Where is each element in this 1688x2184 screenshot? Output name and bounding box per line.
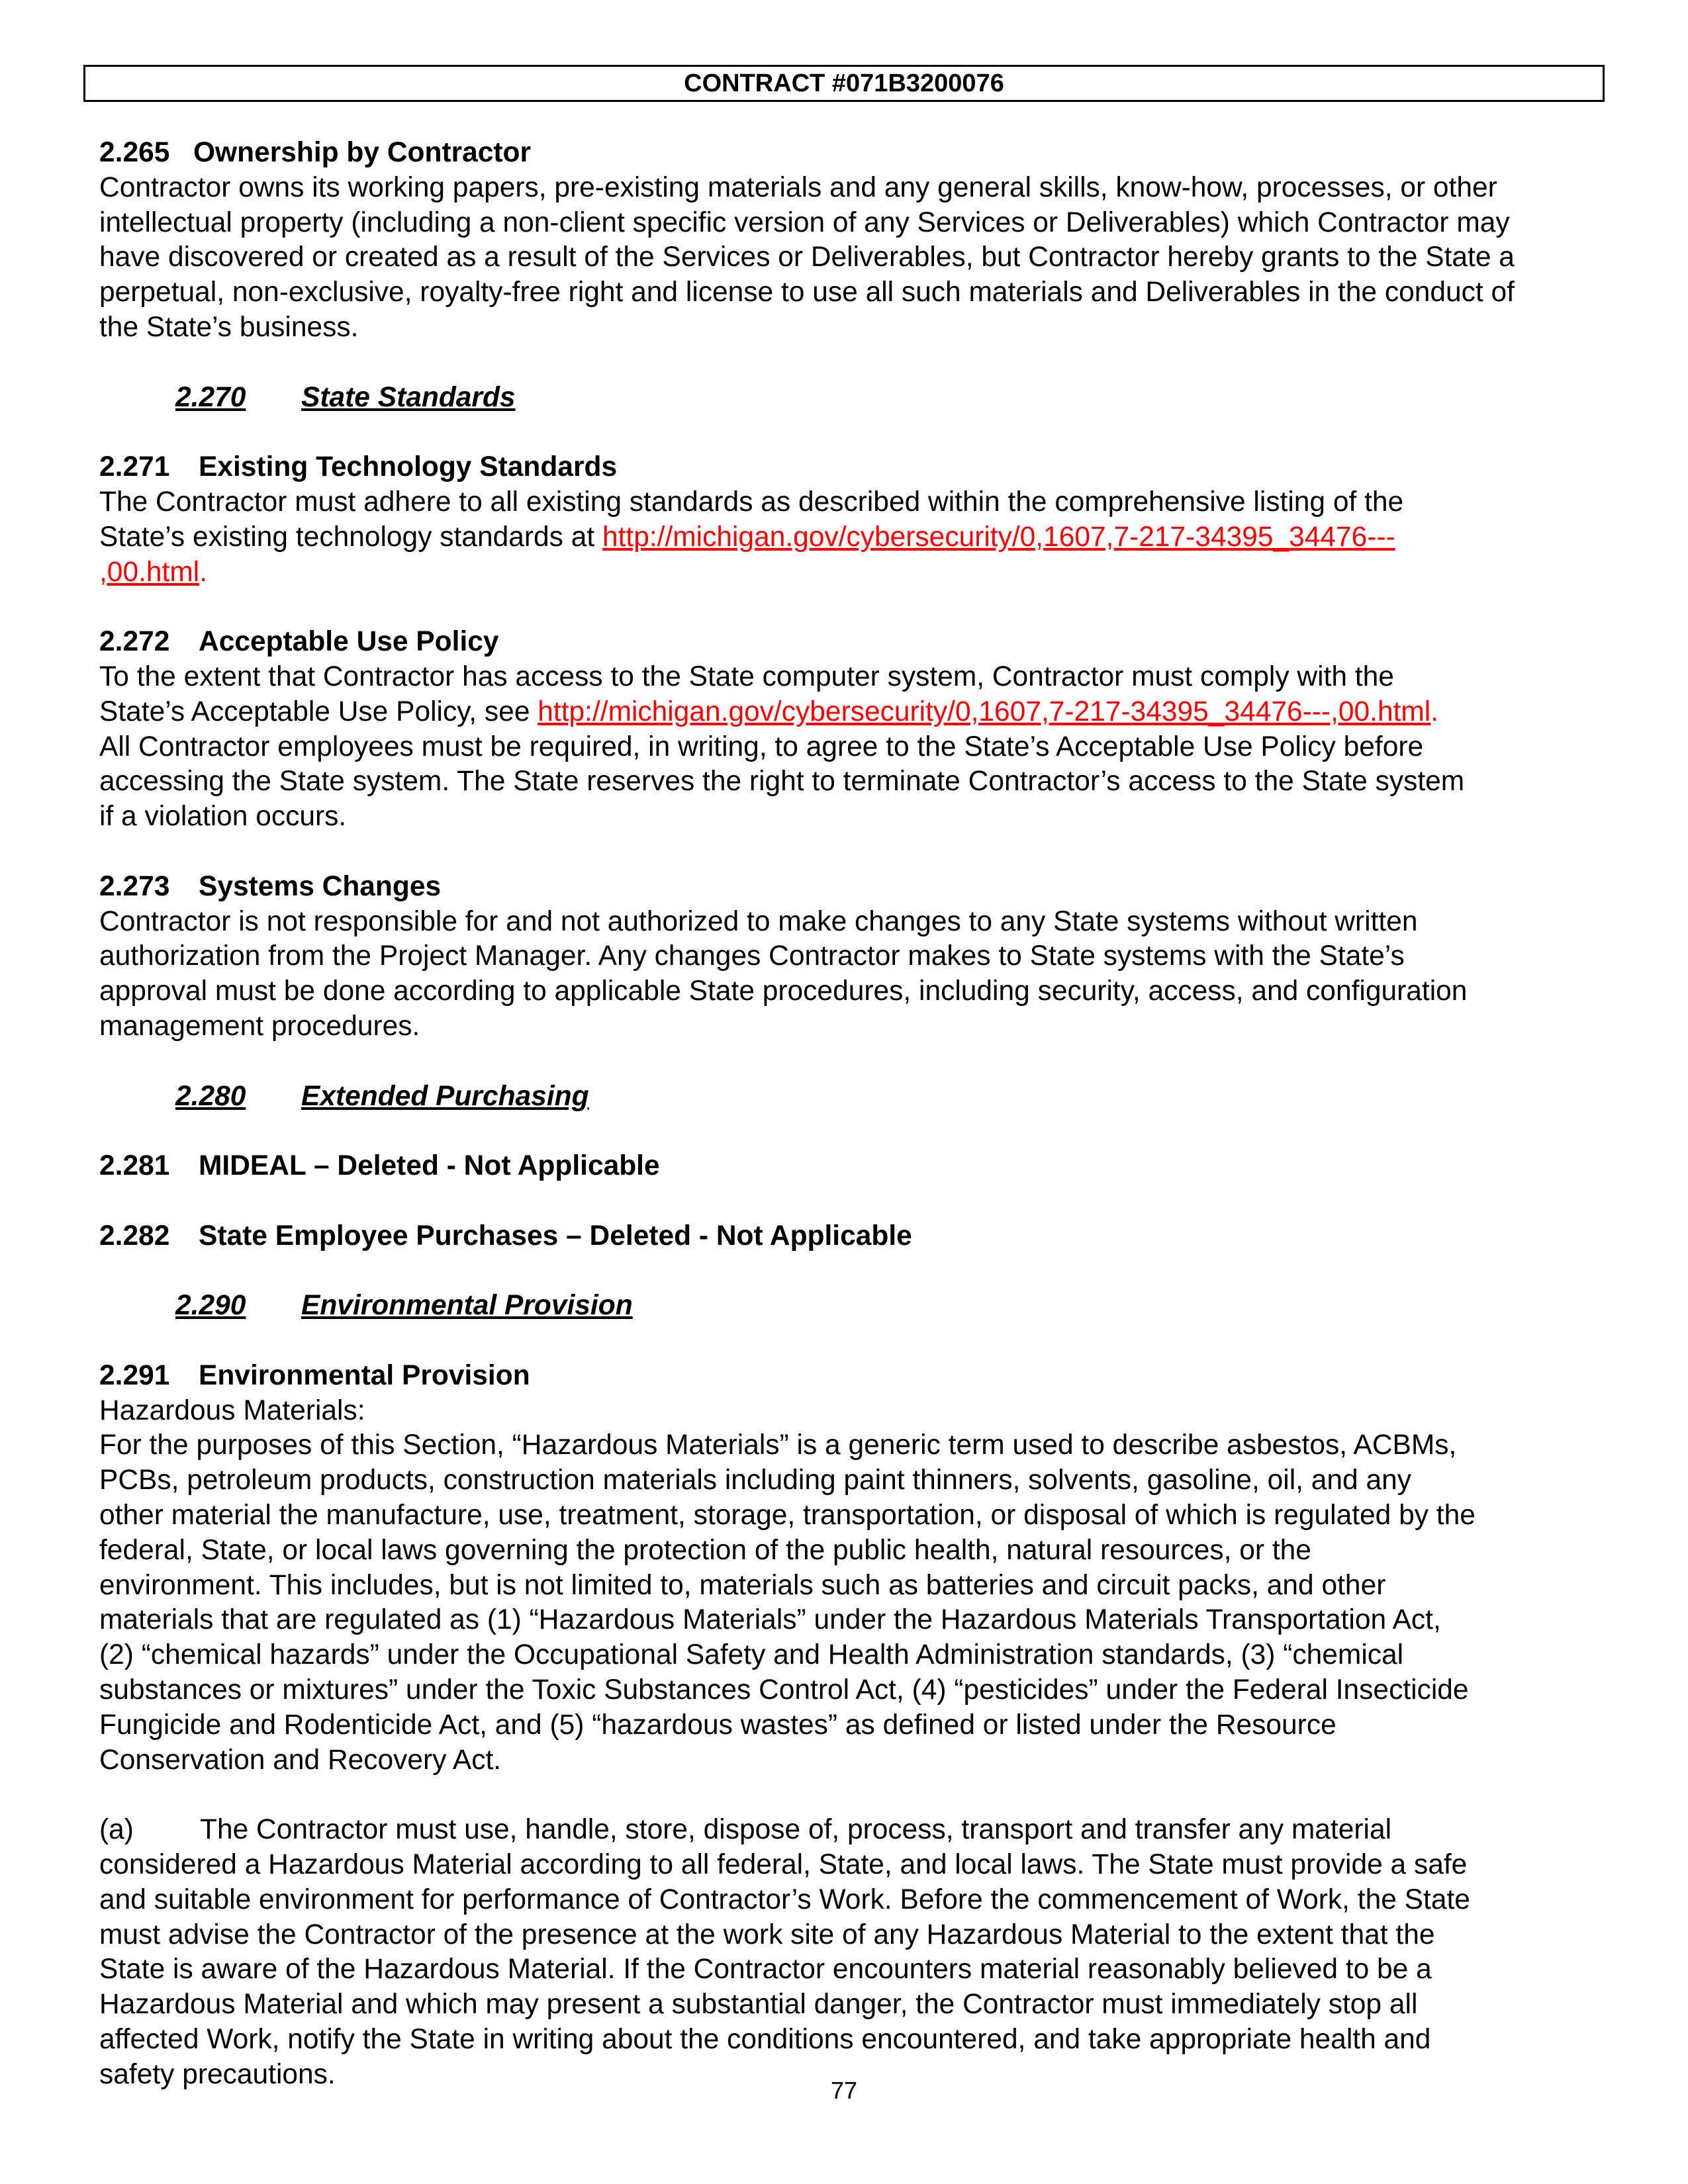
section-line: State’s existing technology standards at http://michigan.gov/cybersecurity/0,1607,7-217-34395_34476--- [99,521,1395,553]
section-line: For the purposes of this Section, “Hazardous Materials” is a generic term used to describe asbestos, ACBMs, [99,1430,1457,1461]
section-heading-2282: 2.282 State Employee Purchases – Deleted - Not Applicable [99,1220,912,1251]
section-line: and suitable environment for performance of Contractor’s Work. Before the commencement of Work, the State [99,1884,1470,1915]
contract-header [83,65,1605,102]
technology-standards-link-cont[interactable]: ,00.html [99,556,200,588]
section-line: authorization from the Project Manager. Any changes Contractor makes to State systems with the State’s [99,940,1405,972]
section-heading-2281: 2.281 MIDEAL – Deleted - Not Applicable [99,1150,660,1182]
section-line: State is aware of the Hazardous Material. If the Contractor encounters material reasonably believed to be a [99,1954,1432,1985]
section-line: environment. This includes, but is not limited to, materials such as batteries and circuit packs, and other [99,1569,1386,1601]
section-line: Fungicide and Rodenticide Act, and (5) “hazardous wastes” as defined or listed under the Resource [99,1709,1336,1741]
section-line: State’s Acceptable Use Policy, see http://michigan.gov/cybersecurity/0,1607,7-217-34395_34476---,00.html. [99,696,1439,727]
page-number: 77 [830,2077,858,2104]
section-line: federal, State, or local laws governing the protection of the public health, natural resources, or the [99,1534,1311,1566]
section-heading: 2.265 Ownership by Contractor [99,137,532,168]
section-line: have discovered or created as a result of the Services or Deliverables, but Contractor hereby grants to the State a [99,242,1515,273]
section-line: considered a Hazardous Material according to all federal, State, and local laws. The State must provide a safe [99,1849,1468,1881]
document-body [99,136,1595,2093]
section-line: Conservation and Recovery Act. [99,1744,502,1776]
section-line: management procedures. [99,1010,420,1042]
section-line: PCBs, petroleum products, construction materials including paint thinners, solvents, gasoline, oil, and any [99,1465,1412,1496]
acceptable-use-policy-link[interactable]: http://michigan.gov/cybersecurity/0,1607,7-217-34395_34476---,00.html [538,696,1431,727]
section-heading: 2.271 Existing Technology Standards [99,451,618,483]
section-line: other material the manufacture, use, treatment, storage, transportation, or disposal of which is regulated by the [99,1500,1476,1531]
section-line: accessing the State system. The State reserves the right to terminate Contractor’s access to the State system [99,766,1465,797]
section-line: must advise the Contractor of the presence at the work site of any Hazardous Material to the extent that the [99,1919,1435,1950]
group-heading-2290: 2.290 Environmental Provision [175,1290,633,1322]
section-line: Contractor owns its working papers, pre-existing materials and any general skills, know-how, processes, or other [99,171,1497,203]
section-line: ,00.html. [99,556,207,588]
section-line: Hazardous Material and which may present a substantial danger, the Contractor must immediately stop all [99,1989,1418,2021]
section-line: the State’s business. [99,311,359,343]
section-2291 [99,1359,1595,2093]
section-line: approval must be done according to applicable State procedures, including security, access, and configuration [99,976,1468,1007]
section-line: (2) “chemical hazards” under the Occupational Safety and Health Administration standards, (3) “chemical [99,1639,1404,1671]
group-heading-2270: 2.270 State Standards [175,381,516,413]
section-line: perpetual, non-exclusive, royalty-free right and license to use all such materials and Deliverables in the conduct of [99,277,1515,308]
section-line: materials that are regulated as (1) “Hazardous Materials” under the Hazardous Materials Transportation Act, [99,1604,1441,1636]
section-2265 [99,136,1595,345]
section-heading: 2.273 Systems Changes [99,870,442,902]
section-2271 [99,450,1595,590]
section-line: To the extent that Contractor has access to the State computer system, Contractor must comply with the [99,660,1394,692]
item-a-first-line: (a) The Contractor must use, handle, store, dispose of, process, transport and transfer any material [99,1813,1595,1848]
section-line: if a violation occurs. [99,801,347,833]
contract-number: CONTRACT #071B3200076 [684,69,1004,97]
section-2272 [99,625,1595,835]
section-line: The Contractor must adhere to all existing standards as described within the comprehensive listing of the [99,486,1404,518]
section-line: Contractor is not responsible for and not authorized to make changes to any State systems without written [99,905,1418,937]
section-line: All Contractor employees must be required, in writing, to agree to the State’s Acceptable Use Policy before [99,731,1424,762]
section-line: substances or mixtures” under the Toxic Substances Control Act, (4) “pesticides” under the Federal Insecticide [99,1674,1469,1706]
section-heading: 2.272 Acceptable Use Policy [99,626,499,658]
group-heading-2280: 2.280 Extended Purchasing [175,1080,589,1112]
technology-standards-link[interactable]: http://michigan.gov/cybersecurity/0,1607,7-217-34395_34476--- [602,521,1395,553]
item-label: (a) [99,1814,134,1846]
subheading: Hazardous Materials: [99,1394,365,1426]
section-2273 [99,870,1595,1044]
section-line: intellectual property (including a non-client specific version of any Services or Deliverables) which Contractor may [99,206,1510,238]
section-line: safety precautions. [99,2058,336,2090]
section-heading: 2.291 Environmental Provision [99,1359,530,1391]
section-line: affected Work, notify the State in writing about the conditions encountered, and take appropriate health and [99,2024,1431,2056]
